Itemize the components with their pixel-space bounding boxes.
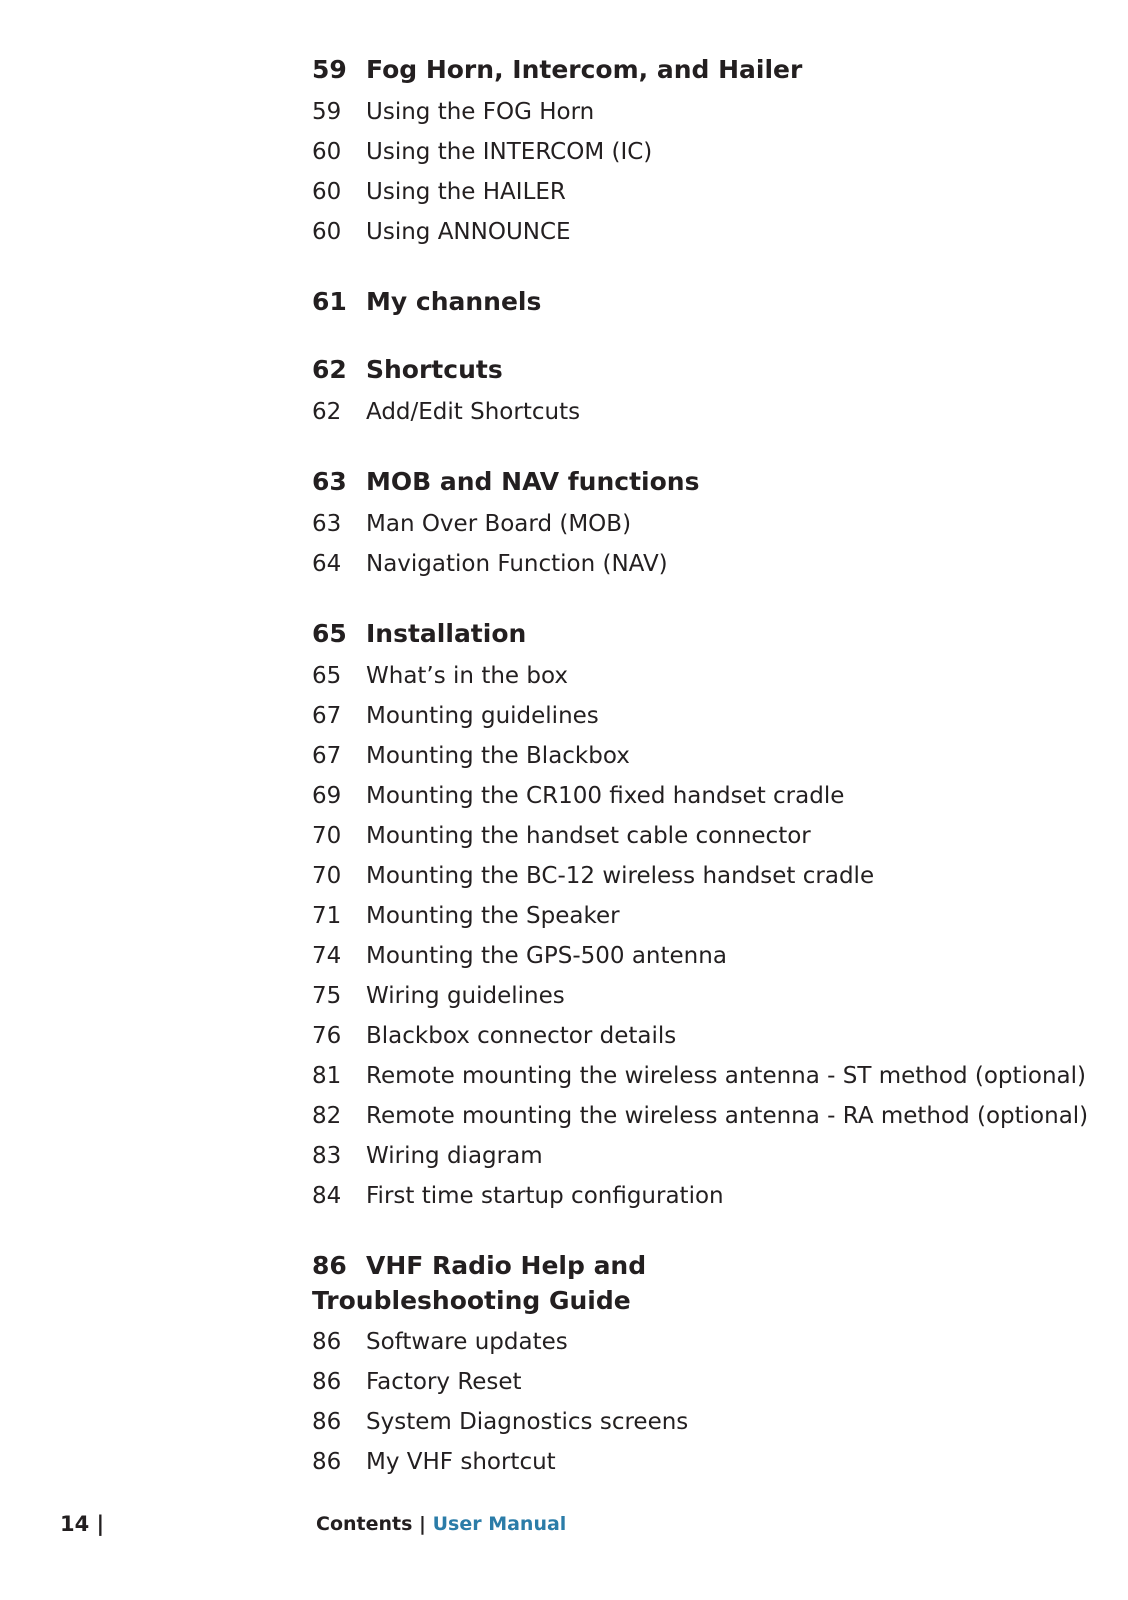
entry-page-number: 67: [312, 743, 342, 769]
toc-entry[interactable]: [312, 776, 1112, 816]
toc-entry[interactable]: [312, 736, 1112, 776]
footer-contents: Contents: [316, 1513, 413, 1535]
entry-title: Mounting the Speaker: [366, 903, 620, 929]
entry-page-number: 81: [312, 1063, 342, 1089]
section-title: VHF Radio Help and Troubleshooting Guide: [312, 1251, 647, 1315]
section-title: Shortcuts: [366, 355, 503, 384]
toc-entry[interactable]: [312, 856, 1112, 896]
toc-entry[interactable]: [312, 544, 1112, 584]
entry-page-number: 70: [312, 863, 342, 889]
entry-page-number: 63: [312, 511, 342, 537]
entry-page-number: 84: [312, 1183, 342, 1209]
toc-entry[interactable]: [312, 504, 1112, 544]
section-heading[interactable]: [312, 616, 1112, 652]
entry-page-number: 83: [312, 1143, 342, 1169]
toc-entry[interactable]: [312, 816, 1112, 856]
section-page-number: 63: [312, 467, 347, 496]
toc-entry[interactable]: [312, 92, 1112, 132]
entry-title: Mounting the CR100 fixed handset cradle: [366, 783, 845, 809]
toc-entry[interactable]: [312, 1016, 1112, 1056]
entry-page-number: 86: [312, 1409, 342, 1435]
entry-page-number: 64: [312, 551, 342, 577]
toc-entry[interactable]: [312, 1362, 1112, 1402]
entry-page-number: 60: [312, 219, 342, 245]
entry-title: Mounting the Blackbox: [366, 743, 630, 769]
section-title: My channels: [366, 287, 542, 316]
entry-page-number: 86: [312, 1369, 342, 1395]
toc-entry[interactable]: [312, 976, 1112, 1016]
entry-title: Using the INTERCOM (IC): [366, 139, 653, 165]
section-page-number: 65: [312, 619, 347, 648]
toc-entry[interactable]: [312, 1322, 1112, 1362]
section-title: Installation: [366, 619, 527, 648]
footer-label: [316, 1512, 566, 1536]
entry-page-number: 67: [312, 703, 342, 729]
toc-entry[interactable]: [312, 392, 1112, 432]
entry-page-number: 86: [312, 1449, 342, 1475]
entry-title: Software updates: [366, 1329, 568, 1355]
toc-entry[interactable]: [312, 212, 1112, 252]
entry-title: Using the HAILER: [366, 179, 566, 205]
entry-title: Wiring guidelines: [366, 983, 565, 1009]
section-page-number: 61: [312, 287, 347, 316]
entry-page-number: 74: [312, 943, 342, 969]
section-heading[interactable]: [312, 284, 1112, 320]
entry-page-number: 76: [312, 1023, 342, 1049]
toc-entry[interactable]: [312, 1136, 1112, 1176]
entry-page-number: 59: [312, 99, 342, 125]
toc-entry[interactable]: [312, 172, 1112, 212]
toc-entry[interactable]: [312, 656, 1112, 696]
toc-entry[interactable]: [312, 1442, 1112, 1482]
section-page-number: 62: [312, 355, 347, 384]
entry-page-number: 70: [312, 823, 342, 849]
toc-entry[interactable]: [312, 896, 1112, 936]
table-of-contents: [312, 52, 1112, 1514]
toc-entry[interactable]: [312, 1176, 1112, 1216]
entry-title: Mounting the GPS-500 antenna: [366, 943, 727, 969]
entry-title: Factory Reset: [366, 1369, 522, 1395]
entry-title: Remote mounting the wireless antenna - ST method (optional): [366, 1063, 1087, 1089]
entry-title: Blackbox connector details: [366, 1023, 677, 1049]
entry-title: My VHF shortcut: [366, 1449, 556, 1475]
entry-page-number: 62: [312, 399, 342, 425]
toc-entry[interactable]: [312, 696, 1112, 736]
toc-section: [312, 284, 1112, 320]
entry-title: Mounting the handset cable connector: [366, 823, 811, 849]
entry-title: Mounting guidelines: [366, 703, 599, 729]
entry-page-number: 82: [312, 1103, 342, 1129]
entry-page-number: 86: [312, 1329, 342, 1355]
entry-title: Navigation Function (NAV): [366, 551, 668, 577]
section-heading[interactable]: [312, 52, 1112, 88]
toc-entry[interactable]: [312, 132, 1112, 172]
entry-page-number: 60: [312, 139, 342, 165]
section-title: MOB and NAV functions: [366, 467, 700, 496]
section-title: Fog Horn, Intercom, and Hailer: [366, 55, 803, 84]
entry-page-number: 75: [312, 983, 342, 1009]
footer-manual: User Manual: [432, 1513, 567, 1535]
entry-page-number: 69: [312, 783, 342, 809]
entry-title: Remote mounting the wireless antenna - RA method (optional): [366, 1103, 1089, 1129]
page-number: 14 |: [60, 1512, 105, 1536]
section-heading[interactable]: [312, 1248, 652, 1318]
entry-title: Using ANNOUNCE: [366, 219, 571, 245]
toc-section: [312, 1248, 1112, 1482]
entry-title: Mounting the BC-12 wireless handset cradle: [366, 863, 875, 889]
toc-section: [312, 352, 1112, 432]
entry-title: First time startup configuration: [366, 1183, 724, 1209]
section-heading[interactable]: [312, 352, 1112, 388]
toc-entry[interactable]: [312, 1402, 1112, 1442]
entry-page-number: 65: [312, 663, 342, 689]
entry-title: Wiring diagram: [366, 1143, 543, 1169]
footer-separator: |: [412, 1513, 433, 1535]
section-page-number: 59: [312, 55, 347, 84]
toc-section: [312, 52, 1112, 252]
entry-title: Man Over Board (MOB): [366, 511, 632, 537]
section-heading[interactable]: [312, 464, 1112, 500]
toc-entry[interactable]: [312, 1096, 1112, 1136]
toc-section: [312, 464, 1112, 584]
toc-entry[interactable]: [312, 1056, 1112, 1096]
entry-title: Using the FOG Horn: [366, 99, 595, 125]
entry-title: What’s in the box: [366, 663, 568, 689]
toc-entry[interactable]: [312, 936, 1112, 976]
entry-title: Add/Edit Shortcuts: [366, 399, 581, 425]
entry-page-number: 71: [312, 903, 342, 929]
toc-section: [312, 616, 1112, 1216]
entry-page-number: 60: [312, 179, 342, 205]
entry-title: System Diagnostics screens: [366, 1409, 689, 1435]
section-page-number: 86: [312, 1251, 347, 1280]
